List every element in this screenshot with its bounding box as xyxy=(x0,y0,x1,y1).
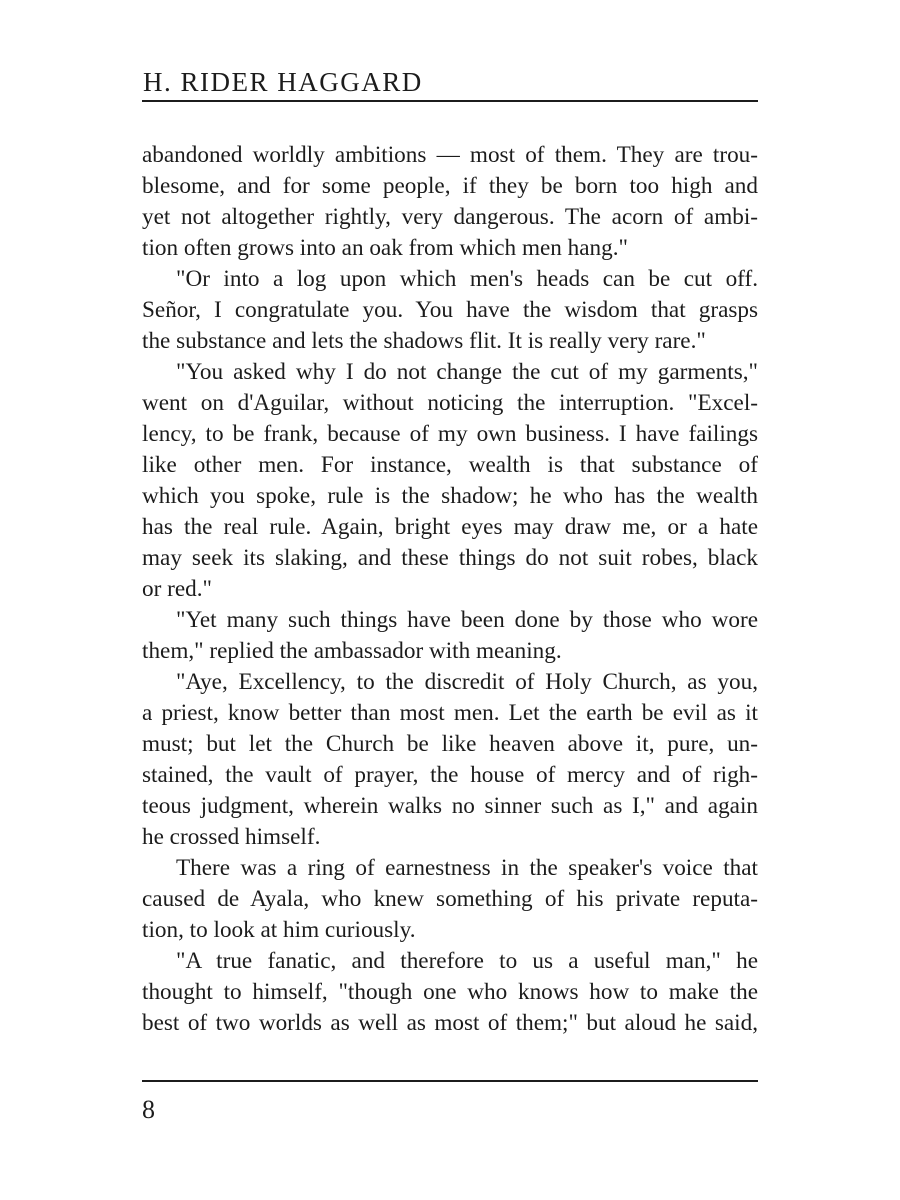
text-line: yet not altogether rightly, very dangerous. The acorn of ambi- xyxy=(142,204,758,230)
text-line: "Or into a log upon which men's heads can be cut off. xyxy=(176,266,758,292)
text-line: them," replied the ambassador with meaning. xyxy=(142,638,562,664)
text-line: stained, the vault of prayer, the house of mercy and of righ- xyxy=(142,762,758,788)
text-line: tion often grows into an oak from which men hang." xyxy=(142,235,628,261)
text-line: caused de Ayala, who knew something of his private reputa- xyxy=(142,886,758,912)
text-line: blesome, and for some people, if they be born too high and xyxy=(142,173,758,199)
text-line: teous judgment, wherein walks no sinner such as I," and again xyxy=(142,793,758,819)
text-line: "A true fanatic, and therefore to us a useful man," he xyxy=(176,948,758,974)
text-line: which you spoke, rule is the shadow; he who has the wealth xyxy=(142,483,758,509)
text-line: abandoned worldly ambitions — most of them. They are trou- xyxy=(142,142,758,168)
text-line: a priest, know better than most men. Let the earth be evil as it xyxy=(142,700,758,726)
text-line: There was a ring of earnestness in the speaker's voice that xyxy=(176,855,758,881)
text-line: "Aye, Excellency, to the discredit of Holy Church, as you, xyxy=(176,669,758,695)
text-line: "You asked why I do not change the cut of my garments," xyxy=(176,359,758,385)
text-line: thought to himself, "though one who knows how to make the xyxy=(142,979,758,1005)
text-line: may seek its slaking, and these things do not suit robes, black xyxy=(142,545,758,571)
text-line: tion, to look at him curiously. xyxy=(142,917,416,943)
footer-rule xyxy=(142,1080,758,1082)
text-line: like other men. For instance, wealth is that substance of xyxy=(142,452,758,478)
text-line: or red." xyxy=(142,576,212,602)
text-line: has the real rule. Again, bright eyes may draw me, or a hate xyxy=(142,514,758,540)
body-text xyxy=(142,140,758,1039)
text-line: must; but let the Church be like heaven above it, pure, un- xyxy=(142,731,758,757)
text-line: the substance and lets the shadows flit. It is really very rare." xyxy=(142,328,706,354)
header-rule xyxy=(142,100,758,102)
text-line: he crossed himself. xyxy=(142,824,321,850)
text-line: lency, to be frank, because of my own business. I have failings xyxy=(142,421,758,447)
running-head-author: H. RIDER HAGGARD xyxy=(143,67,423,97)
text-line: went on d'Aguilar, without noticing the interruption. "Excel- xyxy=(142,390,758,416)
page-number: 8 xyxy=(142,1095,155,1124)
text-line: Señor, I congratulate you. You have the wisdom that grasps xyxy=(142,297,758,323)
text-line: best of two worlds as well as most of them;" but aloud he said, xyxy=(142,1010,758,1036)
text-line: "Yet many such things have been done by those who wore xyxy=(176,607,758,633)
